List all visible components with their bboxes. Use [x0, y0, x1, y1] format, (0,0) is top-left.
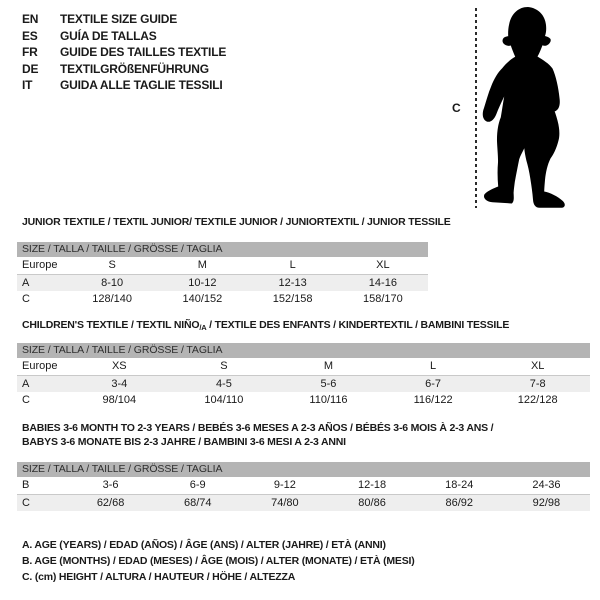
table-cell: 116/122 — [413, 394, 453, 406]
title-line: BABYS 3-6 MONATE BIS 2-3 JAHRE / BAMBINI 3-6 MESI A 2-3 ANNI — [22, 435, 346, 448]
babies-table-title — [22, 422, 493, 449]
table-cell: 24-36 — [532, 479, 561, 491]
row-label: B — [22, 479, 30, 491]
table-cell: 140/152 — [182, 293, 223, 305]
size-header-bar: SIZE / TALLA / TAILLE / GRÖSSE / TAGLIA — [17, 462, 590, 477]
table-cell: 18-24 — [445, 479, 474, 491]
table-cell: 9-12 — [273, 479, 296, 491]
table-cell: S — [220, 360, 228, 372]
baby-silhouette-icon — [440, 0, 600, 220]
table-cell: 7-8 — [485, 375, 590, 392]
table-cell: 12-13 — [248, 274, 338, 291]
table-cell: 62/68 — [67, 494, 154, 511]
language-row — [22, 44, 226, 61]
row-label: C — [22, 394, 30, 406]
table-cell: L — [289, 259, 296, 271]
table-cell: 6-7 — [381, 375, 486, 392]
table-cell: 12-18 — [358, 479, 387, 491]
language-title-list — [22, 11, 226, 94]
language-row — [22, 28, 226, 45]
table-cell: S — [108, 259, 116, 271]
table-cell: 5-6 — [276, 375, 381, 392]
table-cell: 80/86 — [328, 494, 415, 511]
legend-note-a: A. AGE (YEARS) / EDAD (AÑOS) / ÂGE (ANS) / ALTER (JAHRE) / ETÀ (ANNI) — [22, 539, 386, 551]
table-cell: XS — [111, 360, 127, 372]
row-label: A — [17, 274, 67, 291]
table-cell: 3-6 — [102, 479, 119, 491]
table-cell: 3-4 — [67, 375, 172, 392]
table-cell: M — [197, 259, 207, 271]
table-cell: 158/170 — [362, 293, 403, 305]
row-label: A — [17, 375, 67, 392]
row-label: Europe — [22, 360, 58, 372]
title-line: BABIES 3-6 MONTH TO 2-3 YEARS / BEBÉS 3-6 MESES A 2-3 AÑOS / BÉBÉS 3-6 MOIS À 2-3 ANS / — [22, 422, 494, 434]
title-text: / TEXTILE DES ENFANTS / KINDERTEXTIL / BAMBINI TESSILE — [206, 319, 510, 331]
table-cell: 122/128 — [517, 394, 558, 406]
junior-table-title: JUNIOR TEXTILE / TEXTIL JUNIOR/ TEXTILE JUNIOR / JUNIORTEXTIL / JUNIOR TESSILE — [22, 216, 451, 228]
table-cell: 110/116 — [309, 394, 348, 406]
table-cell: 68/74 — [154, 494, 241, 511]
table-cell: 152/158 — [272, 293, 313, 305]
size-header-bar: SIZE / TALLA / TAILLE / GRÖSSE / TAGLIA — [17, 343, 590, 358]
babies-size-table — [17, 462, 590, 511]
table-cell: 128/140 — [92, 293, 132, 305]
table-cell: XL — [376, 259, 390, 271]
legend-note-c: C. (cm) HEIGHT / ALTURA / HAUTEUR / HÖHE / ALTEZZA — [22, 571, 296, 583]
language-code: EN — [22, 12, 39, 26]
height-measure-label: C — [452, 101, 461, 115]
language-code: IT — [22, 78, 33, 92]
table-cell: 6-9 — [189, 479, 206, 491]
children-table-title — [22, 319, 509, 335]
table-cell: 10-12 — [157, 274, 247, 291]
language-code: ES — [22, 28, 38, 43]
language-title: TEXTILGRÖßENFÜHRUNG — [60, 61, 209, 76]
title-text: CHILDREN'S TEXTILE / TEXTIL NIÑO — [22, 319, 200, 331]
children-size-table — [17, 343, 590, 409]
language-row — [22, 77, 226, 94]
row-label: Europe — [22, 259, 58, 271]
language-title: GUIDE DES TAILLES TEXTILE — [60, 45, 227, 59]
row-label: C — [22, 293, 30, 305]
table-cell: 4-5 — [172, 375, 277, 392]
legend-note-b: B. AGE (MONTHS) / EDAD (MESES) / ÂGE (MOIS) / ALTER (MONATE) / ETÀ (MESI) — [22, 555, 415, 567]
language-title: TEXTILE SIZE GUIDE — [60, 12, 178, 26]
table-cell: 98/104 — [102, 394, 137, 406]
language-title: GUÍA DE TALLAS — [60, 28, 157, 43]
table-cell: 8-10 — [67, 274, 157, 291]
table-cell: 92/98 — [503, 494, 590, 511]
junior-size-table — [17, 242, 428, 308]
legend-notes — [22, 537, 415, 585]
row-label: C — [17, 494, 67, 511]
table-cell: 74/80 — [241, 494, 328, 511]
language-code: DE — [22, 61, 39, 76]
table-cell: M — [323, 360, 334, 372]
language-row — [22, 11, 226, 28]
language-title: GUIDA ALLE TAGLIE TESSILI — [60, 78, 223, 92]
table-cell: 14-16 — [338, 274, 428, 291]
table-cell: L — [430, 360, 437, 372]
table-cell: 86/92 — [416, 494, 503, 511]
language-row — [22, 61, 226, 78]
size-header-bar: SIZE / TALLA / TAILLE / GRÖSSE / TAGLIA — [17, 242, 428, 257]
table-cell: 104/110 — [204, 394, 244, 406]
table-cell: XL — [530, 360, 545, 372]
title-subscript: /A — [199, 323, 207, 332]
language-code: FR — [22, 45, 38, 59]
